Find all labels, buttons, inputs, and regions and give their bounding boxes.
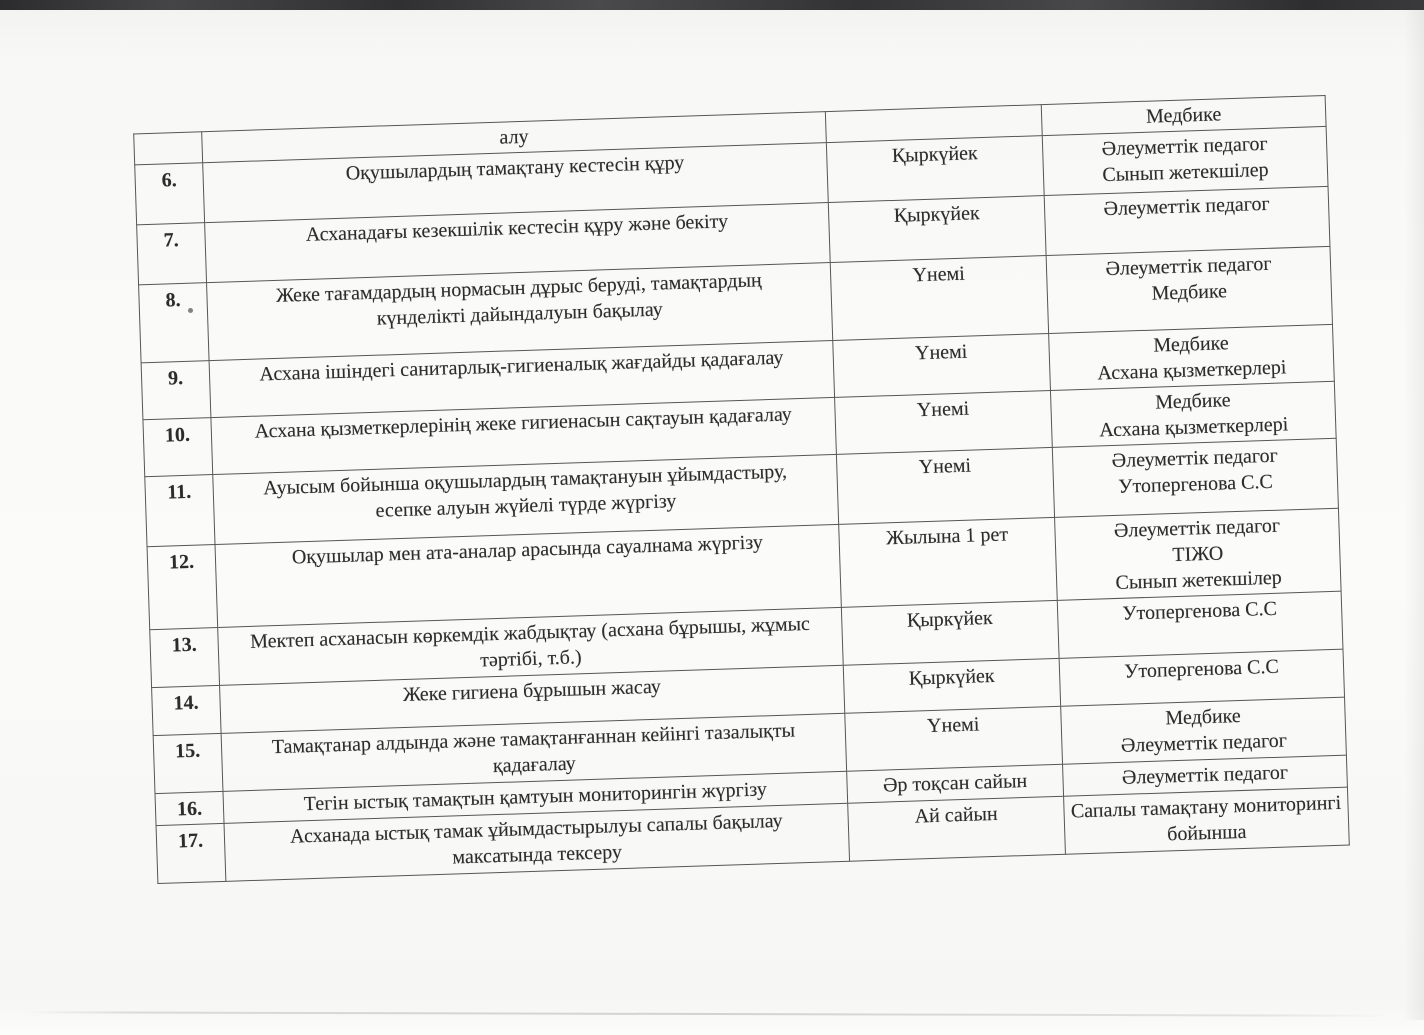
timing-cell: Қыркүйек [843, 658, 1060, 713]
task-cell: Асхана қызметкерлерінің жеке гигиенасын сақтауын қадағалау [211, 397, 837, 474]
responsible-cell [1046, 246, 1332, 333]
responsible-cell [1052, 438, 1338, 517]
responsible-line: Әлеуметтік педагог [1111, 444, 1279, 473]
timing-cell: Жылына 1 рет [839, 517, 1058, 607]
task-cell: Мектеп асханасын көркемдік жабдықтау (асхана бұрышы, жұмыс тәртібі, т.б.) [218, 607, 844, 685]
task-cell: Тегін ыстық тамақтын қамтуын мониторингін жүргізу [223, 771, 848, 823]
responsible-line: Әлеуметтік педагог [1103, 192, 1270, 221]
row-number: 6. [135, 163, 205, 225]
row-number: 12. [147, 545, 218, 630]
row-number: 13. [150, 627, 220, 687]
timing-cell: Ай сайын [848, 796, 1066, 861]
row-number: 16. [155, 791, 224, 825]
timing-cell: Үнемі [830, 256, 1048, 341]
task-cell: Асхана ішіндегі санитарлық-гигиеналық жағдайды қадағалау [209, 340, 835, 417]
responsible-line: Медбике [1153, 332, 1230, 357]
task-cell: алу [202, 112, 827, 163]
timing-cell: Қыркүйек [841, 600, 1059, 665]
task-cell: Асханада ыстық тамак ұйымдастырылуы сапалы бақылау максатында тексеру [224, 803, 850, 881]
responsible-line: Сынып жетекшілер [1102, 158, 1269, 187]
responsible-line: Әлеуметтік педагог [1105, 252, 1272, 281]
responsible-line: Әлеуметтік педагог [1120, 729, 1288, 757]
tasks-table [133, 95, 1350, 884]
paper-right-shade [1404, 10, 1424, 1020]
task-cell: Тамақтанар алдында және тамақтанғаннан кейінгі тазалықты қадағалау [221, 713, 847, 791]
responsible-line: Әлеуметтік педагог [1101, 132, 1269, 161]
timing-cell: Қыркүйек [826, 136, 1044, 203]
responsible-line: Әлеуметтік педагог [1113, 514, 1281, 542]
timing-cell: Үнемі [835, 390, 1053, 454]
responsible-line: Асхана қызметкерлері [1098, 413, 1289, 442]
scanner-edge-strip [0, 0, 1424, 10]
paper-bottom-edge [24, 1011, 1390, 1017]
row-number [134, 132, 203, 165]
task-cell: Оқушылардың тамақтану кестесін құру [203, 143, 829, 223]
responsible-line: Сынып жетекшілер [1115, 566, 1283, 594]
timing-cell: Үнемі [836, 447, 1054, 524]
row-number: 8. [139, 283, 209, 363]
responsible-cell [1064, 787, 1350, 854]
responsible-line: Утопергенова С.С [1122, 597, 1278, 625]
responsible-cell [1044, 186, 1330, 255]
row-number: 7. [137, 223, 207, 285]
responsible-line: Медбике [1145, 103, 1222, 128]
task-cell: Жеке тағамдардың нормасын дұрыс беруді, тамақтардың күнделікті дайындалуын бақылау [207, 263, 833, 361]
timing-cell: Үнемі [833, 334, 1051, 398]
timing-cell: Әр тоқсан сайын [847, 764, 1064, 803]
task-cell: Асханадағы кезекшілік кестесін құру және бекіту [205, 203, 831, 283]
responsible-line: Медбике [1154, 389, 1231, 414]
responsible-line: Сапалы тамақтану мониторингі бойынша [1070, 791, 1342, 846]
task-cell: Оқушылар мен ата-аналар арасында сауалнама жүргізу [215, 524, 841, 627]
timing-cell: Үнемі [845, 706, 1063, 771]
responsible-line: Утопергенова С.С [1123, 655, 1280, 683]
responsible-cell [1042, 126, 1328, 195]
task-cell: Ауысым бойынша оқушылардың тамақтануын ұйымдастыру, есепке алуын жүйелі түрде жүргізу [213, 454, 839, 544]
responsible-line: Медбике [1165, 705, 1242, 730]
timing-cell: Қыркүйек [828, 196, 1046, 263]
responsible-cell [1057, 591, 1343, 658]
row-number: 11. [145, 475, 215, 547]
responsible-cell [1055, 508, 1342, 600]
responsible-line: ТІЖО [1172, 542, 1224, 567]
task-cell: Жеке гигиена бұрышын жасау [220, 665, 845, 733]
row-number: 10. [143, 418, 213, 477]
responsible-cell [1061, 697, 1347, 764]
responsible-line: Утопергенова С.С [1118, 470, 1274, 498]
responsible-cell [1050, 381, 1336, 447]
row-number: 17. [156, 823, 226, 883]
row-number: 14. [152, 685, 222, 735]
responsible-line: Медбике [1151, 280, 1228, 305]
row-number: 9. [141, 361, 211, 420]
responsible-cell [1049, 324, 1335, 390]
responsible-line: Асхана қызметкерлері [1097, 356, 1287, 385]
responsible-line: Әлеуметтік педагог [1121, 761, 1289, 789]
row-number: 15. [153, 733, 223, 793]
